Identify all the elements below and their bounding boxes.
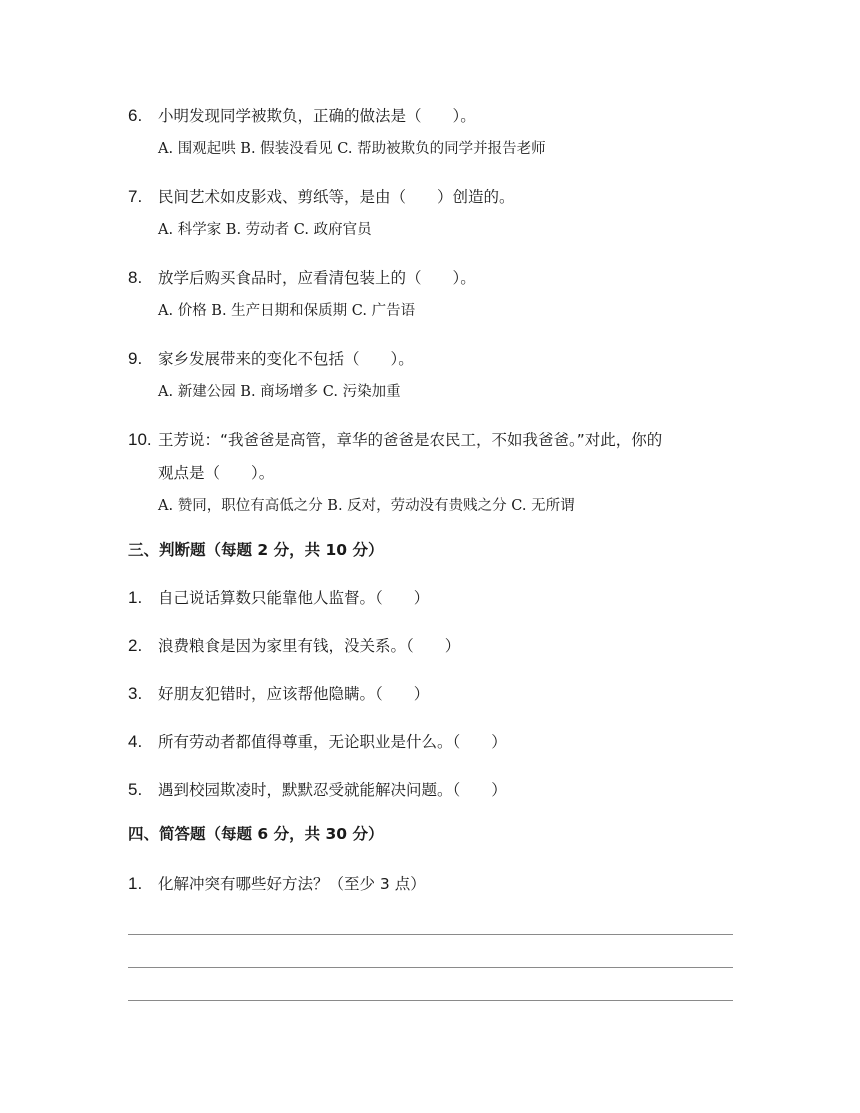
answer-line[interactable] <box>128 967 733 968</box>
judgment-1 <box>128 587 429 609</box>
question-text: 民间艺术如皮影戏、剪纸等，是由（ ）创造的。 <box>158 188 515 206</box>
question-text: 自己说话算数只能靠他人监督。（ ） <box>158 589 430 607</box>
question-7-options: A. 科学家 B. 劳动者 C. 政府官员 <box>158 222 372 238</box>
question-number: 7. <box>128 187 143 206</box>
section-3-heading: 三、判断题（每题 2 分，共 10 分） <box>128 541 384 559</box>
question-10 <box>128 429 662 451</box>
question-number: 9. <box>128 349 143 368</box>
judgment-3 <box>128 683 429 705</box>
question-number: 6. <box>128 106 143 125</box>
question-text: 所有劳动者都值得尊重，无论职业是什么。（ ） <box>158 733 507 751</box>
question-8 <box>128 267 476 289</box>
question-6 <box>128 105 476 127</box>
judgment-2 <box>128 635 460 657</box>
question-text: 王芳说：“我爸爸是高管，章华的爸爸是农民工，不如我爸爸。”对此，你的 <box>158 431 663 449</box>
question-text: 小明发现同学被欺负，正确的做法是（ ）。 <box>158 107 476 125</box>
question-text: 放学后购买食品时，应看清包装上的（ ）。 <box>158 269 476 287</box>
question-text: 浪费粮食是因为家里有钱，没关系。（ ） <box>158 637 461 655</box>
question-6-options: A. 围观起哄 B. 假装没看见 C. 帮助被欺负的同学并报告老师 <box>158 141 546 157</box>
question-9 <box>128 348 414 370</box>
question-number: 3. <box>128 684 143 703</box>
question-number: 8. <box>128 268 143 287</box>
question-10-continuation: 观点是（ ）。 <box>158 464 275 482</box>
short-answer-1 <box>128 873 426 895</box>
question-number: 1. <box>128 588 143 607</box>
question-10-options: A. 赞同，职位有高低之分 B. 反对，劳动没有贵贱之分 C. 无所谓 <box>158 498 575 514</box>
judgment-5 <box>128 779 507 801</box>
question-text: 化解冲突有哪些好方法？（至少 3 点） <box>158 875 426 893</box>
judgment-4 <box>128 731 507 753</box>
section-4-heading: 四、简答题（每题 6 分，共 30 分） <box>128 825 384 843</box>
question-9-options: A. 新建公园 B. 商场增多 C. 污染加重 <box>158 384 401 400</box>
question-text: 遇到校园欺凌时，默默忍受就能解决问题。（ ） <box>158 781 507 799</box>
question-number: 10. <box>128 430 152 449</box>
answer-line[interactable] <box>128 1000 733 1001</box>
question-7 <box>128 186 515 208</box>
question-number: 2. <box>128 636 143 655</box>
question-text: 好朋友犯错时，应该帮他隐瞒。（ ） <box>158 685 430 703</box>
question-number: 1. <box>128 874 143 893</box>
question-text: 家乡发展带来的变化不包括（ ）。 <box>158 350 414 368</box>
question-8-options: A. 价格 B. 生产日期和保质期 C. 广告语 <box>158 303 416 319</box>
question-number: 5. <box>128 780 143 799</box>
answer-line[interactable] <box>128 934 733 935</box>
question-number: 4. <box>128 732 143 751</box>
